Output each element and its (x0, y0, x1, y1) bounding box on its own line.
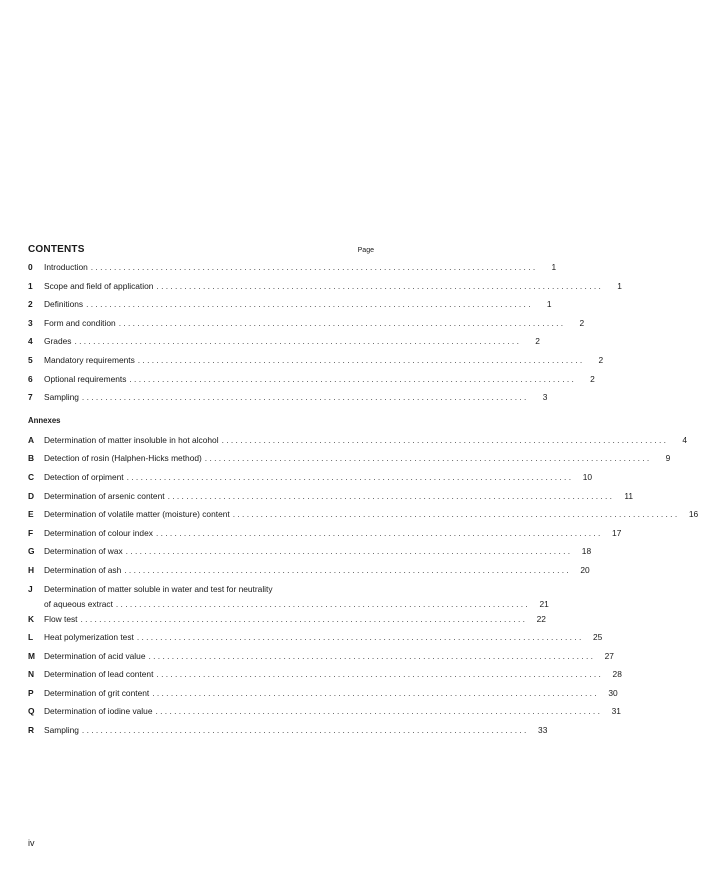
entry-page: 1 (617, 280, 622, 291)
entry-number: N (28, 669, 35, 680)
toc-entry (28, 262, 557, 281)
entry-number: B (28, 453, 35, 464)
entry-title: Mandatory requirements (44, 354, 135, 365)
annexes-heading: Annexes (28, 415, 61, 425)
entry-title: Detection of orpiment (44, 471, 124, 482)
toc-entry (28, 490, 634, 510)
entry-page: 20 (580, 564, 590, 575)
entry-number: 3 (28, 317, 33, 328)
entry-title: Determination of wax (44, 546, 123, 557)
entry-page: 28 (612, 669, 622, 680)
entry-title: Scope and field of application (44, 280, 154, 291)
entry-title: Determination of iodine value (44, 706, 153, 717)
dot-leader (82, 725, 526, 735)
entry-page: 1 (551, 262, 557, 272)
entry-title: Determination of matter insoluble in hot alcohol (44, 434, 219, 445)
entry-number: 2 (28, 299, 33, 310)
dot-leader (127, 472, 571, 482)
entry-page: 27 (604, 650, 614, 661)
dot-leader (233, 509, 677, 519)
entry-number: K (28, 613, 35, 624)
toc-entry (28, 632, 603, 651)
entry-page: 3 (542, 392, 548, 403)
dot-leader (129, 374, 573, 384)
entry-number: J (28, 583, 33, 594)
toc-entry (28, 564, 590, 584)
dot-leader (74, 336, 518, 346)
entry-title-line1: Determination of matter soluble in water and test for neutrality (44, 583, 273, 594)
entry-title: Determination of grit content (44, 687, 150, 698)
entry-page: 10 (582, 471, 593, 482)
entry-title: Form and condition (44, 317, 116, 328)
toc-entry (28, 453, 671, 472)
dot-leader (81, 614, 525, 624)
entry-page: 21 (539, 598, 549, 609)
entry-number: 4 (28, 336, 33, 347)
entry-title: Determination of lead content (44, 669, 154, 680)
dot-leader (156, 669, 600, 679)
toc-entry (28, 280, 622, 300)
toc-header (28, 244, 386, 262)
toc-entry (28, 527, 622, 547)
entry-title-line2: of aqueous extract (44, 598, 113, 609)
toc-entry (28, 373, 595, 393)
toc-entry (28, 336, 540, 355)
entry-title: Determination of colour index (44, 527, 153, 538)
entry-title: Detection of rosin (Halphen-Hicks method) (44, 453, 202, 464)
entry-title: Determination of ash (44, 564, 122, 575)
toc-entry (28, 434, 688, 454)
entry-number: 7 (28, 392, 33, 403)
dot-leader (156, 528, 600, 538)
toc-entry (28, 509, 699, 528)
entry-number: L (28, 632, 34, 643)
toc-entry (28, 687, 618, 707)
entry-page: 18 (581, 546, 592, 557)
entry-title: Determination of arsenic content (44, 490, 165, 501)
entry-number: F (28, 527, 34, 538)
entry-title: Optional requirements (44, 373, 127, 384)
entry-title: Determination of volatile matter (moisture) content (44, 509, 230, 520)
entry-page: 2 (590, 373, 595, 384)
entry-number: E (28, 509, 34, 520)
entry-number: 5 (28, 354, 33, 365)
entry-title: Heat polymerization test (44, 632, 134, 643)
dot-leader (86, 299, 530, 309)
entry-title: Determination of acid value (44, 650, 146, 661)
entry-number: D (28, 490, 35, 501)
entry-title: Sampling (44, 392, 79, 403)
sections-list (28, 262, 622, 411)
toc-entry (28, 471, 593, 491)
entry-number: 6 (28, 373, 33, 384)
dot-leader (137, 632, 581, 642)
entry-number: P (28, 687, 34, 698)
entry-title: Definitions (44, 299, 84, 310)
page-number-roman: iv (28, 838, 35, 848)
entry-number: H (28, 564, 35, 575)
dot-leader (82, 392, 526, 402)
dot-leader (156, 281, 600, 291)
annexes-list (28, 434, 699, 744)
dot-leader (119, 318, 563, 328)
entry-page: 2 (535, 336, 540, 347)
toc-entry (28, 299, 552, 318)
entry-title: Sampling (44, 725, 79, 736)
entry-page: 2 (579, 317, 585, 328)
entry-number: 0 (28, 262, 33, 272)
entry-page: 22 (536, 613, 546, 624)
entry-number: Q (28, 706, 35, 717)
entry-number: M (28, 650, 35, 661)
entry-page: 2 (598, 354, 604, 365)
entry-page: 17 (612, 527, 622, 538)
contents-title: CONTENTS (28, 244, 85, 255)
dot-leader (222, 435, 666, 445)
entry-title: Introduction (44, 262, 88, 272)
dot-leader (155, 706, 599, 716)
entry-page: 16 (688, 509, 699, 520)
entry-number: C (28, 471, 35, 482)
dot-leader (116, 598, 528, 611)
entry-page: 1 (546, 299, 552, 310)
dot-leader (91, 262, 535, 272)
entry-page: 33 (538, 725, 548, 736)
toc-entry-multiline (28, 583, 549, 614)
toc-entry (28, 706, 621, 725)
entry-page: 4 (682, 434, 688, 445)
dot-leader (126, 546, 570, 556)
toc-entry (28, 546, 592, 565)
entry-title: Grades (44, 336, 72, 347)
dot-leader (138, 355, 582, 365)
entry-page: 11 (624, 490, 634, 501)
entry-page: 9 (665, 453, 671, 464)
entry-page: 25 (592, 632, 603, 643)
page-column-label: Page (357, 247, 374, 254)
entry-number: A (28, 434, 35, 445)
toc-entry (28, 669, 622, 688)
dot-leader (124, 565, 568, 575)
entry-page: 31 (611, 706, 621, 717)
entry-number: R (28, 725, 35, 736)
dot-leader (149, 651, 593, 661)
dot-leader (168, 491, 612, 501)
dot-leader (152, 688, 596, 698)
toc-entry (28, 392, 548, 411)
toc-entry (28, 650, 614, 670)
entry-title: Flow test (44, 613, 78, 624)
toc-entry (28, 317, 585, 337)
entry-page: 30 (608, 687, 618, 698)
toc-entry (28, 725, 548, 744)
toc-entry (28, 354, 604, 374)
entry-number: 1 (28, 280, 33, 291)
table-of-contents (28, 244, 699, 744)
toc-entry (28, 613, 546, 633)
entry-number: G (28, 546, 35, 557)
dot-leader (205, 453, 649, 463)
